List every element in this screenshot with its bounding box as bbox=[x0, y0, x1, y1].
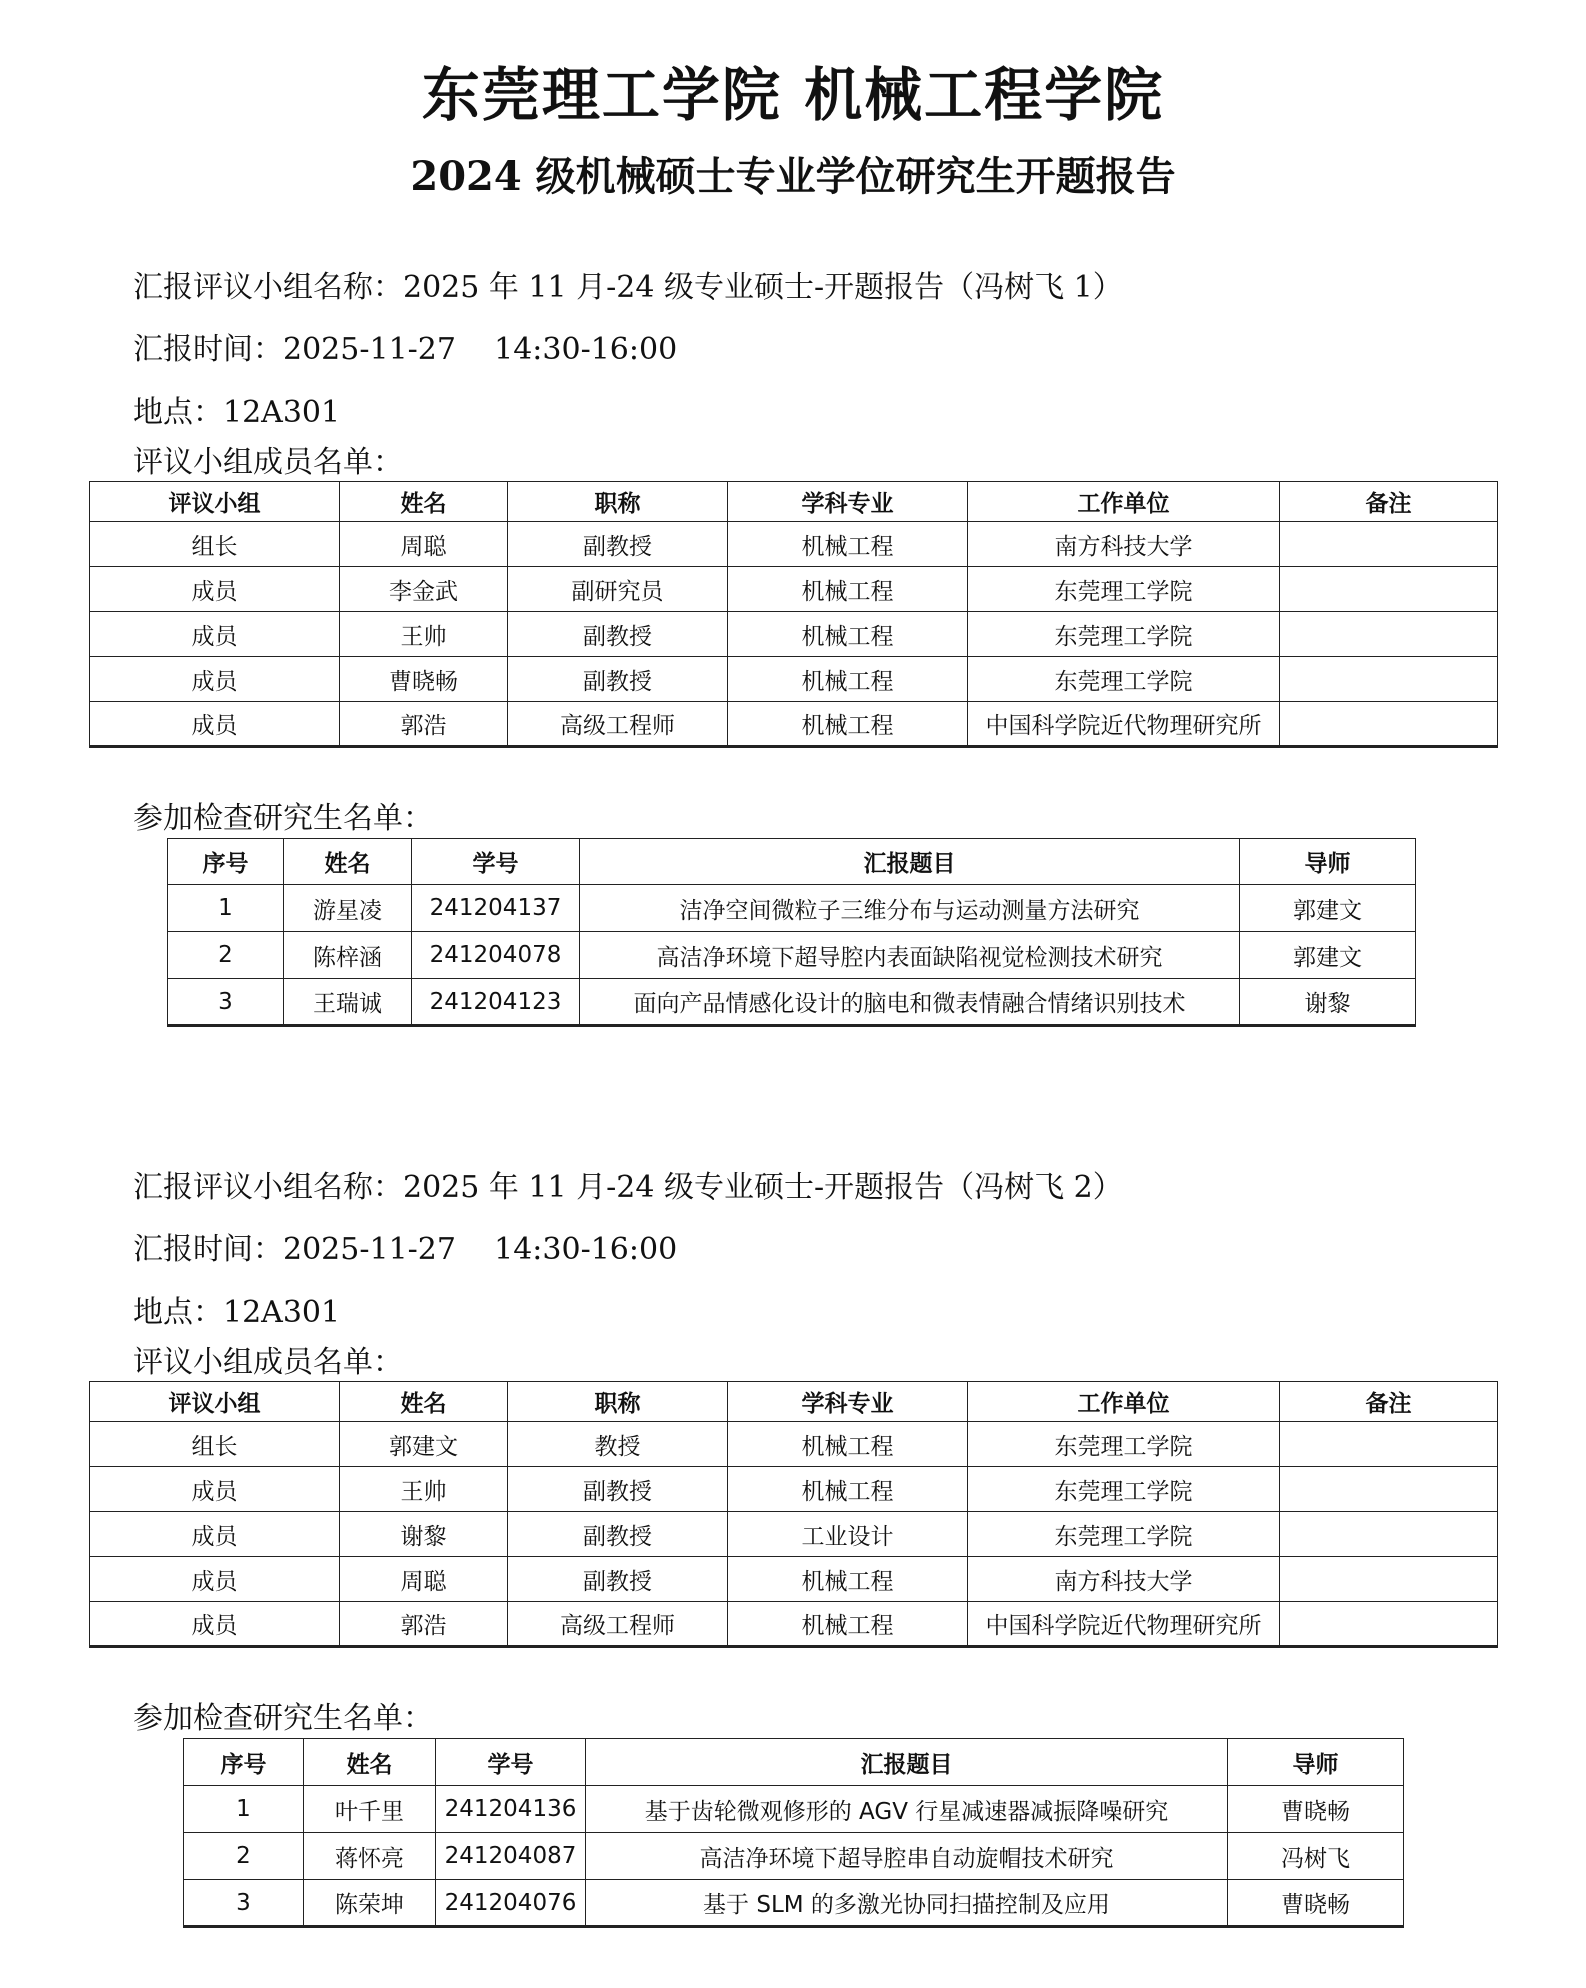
column-header: 备注 bbox=[1280, 1382, 1498, 1422]
report-time: 汇报时间：2025-11-27 14:30-16:00 bbox=[133, 332, 678, 367]
panel-list-label: 评议小组成员名单： bbox=[133, 445, 403, 480]
table-row bbox=[90, 702, 1498, 747]
table-cell: 南方科技大学 bbox=[968, 522, 1280, 567]
table-cell: 郭建文 bbox=[1240, 932, 1416, 979]
table-row bbox=[184, 1786, 1404, 1833]
table-cell: 郭建文 bbox=[340, 1422, 508, 1467]
table-row bbox=[90, 1557, 1498, 1602]
table-cell: 王瑞诚 bbox=[284, 979, 412, 1026]
column-header: 姓名 bbox=[304, 1739, 436, 1786]
table-cell: 1 bbox=[168, 885, 284, 932]
table-cell: 工业设计 bbox=[728, 1512, 968, 1557]
table-cell: 2 bbox=[184, 1833, 304, 1880]
table-row bbox=[90, 1512, 1498, 1557]
table-cell: 谢黎 bbox=[340, 1512, 508, 1557]
table-cell: 曹晓畅 bbox=[340, 657, 508, 702]
table-cell: 陈梓涵 bbox=[284, 932, 412, 979]
table-cell: 副教授 bbox=[508, 1557, 728, 1602]
table-cell: 241204087 bbox=[436, 1833, 586, 1880]
table-cell: 陈荣坤 bbox=[304, 1880, 436, 1927]
column-header: 汇报题目 bbox=[580, 839, 1240, 885]
table-cell: 机械工程 bbox=[728, 1467, 968, 1512]
table-cell: 东莞理工学院 bbox=[968, 612, 1280, 657]
table-cell: 冯树飞 bbox=[1228, 1833, 1404, 1880]
column-header: 姓名 bbox=[340, 482, 508, 522]
table-row bbox=[90, 1602, 1498, 1647]
column-header: 职称 bbox=[508, 482, 728, 522]
table-cell: 面向产品情感化设计的脑电和微表情融合情绪识别技术 bbox=[580, 979, 1240, 1026]
column-header: 工作单位 bbox=[968, 1382, 1280, 1422]
table-cell: 241204076 bbox=[436, 1880, 586, 1927]
table-cell bbox=[1280, 567, 1498, 612]
panel-members-table bbox=[89, 1381, 1498, 1648]
table-cell: 周聪 bbox=[340, 1557, 508, 1602]
page-subtitle: 2024 级机械硕士专业学位研究生开题报告 bbox=[410, 153, 1176, 200]
group-name: 汇报评议小组名称：2025 年 11 月-24 级专业硕士-开题报告（冯树飞 2） bbox=[133, 1170, 1123, 1205]
table-cell: 副教授 bbox=[508, 612, 728, 657]
table-cell: 副教授 bbox=[508, 1512, 728, 1557]
table-cell: 叶千里 bbox=[304, 1786, 436, 1833]
table-cell: 中国科学院近代物理研究所 bbox=[968, 1602, 1280, 1647]
table-cell: 2 bbox=[168, 932, 284, 979]
table-cell: 曹晓畅 bbox=[1228, 1880, 1404, 1927]
table-header-row bbox=[90, 482, 1498, 522]
students-table bbox=[167, 838, 1416, 1027]
table-cell: 成员 bbox=[90, 567, 340, 612]
table-cell: 1 bbox=[184, 1786, 304, 1833]
table-cell: 副研究员 bbox=[508, 567, 728, 612]
table-cell: 高级工程师 bbox=[508, 1602, 728, 1647]
report-time: 汇报时间：2025-11-27 14:30-16:00 bbox=[133, 1232, 678, 1267]
table-cell: 副教授 bbox=[508, 657, 728, 702]
table-cell bbox=[1280, 1422, 1498, 1467]
report-location: 地点：12A301 bbox=[133, 1295, 341, 1330]
column-header: 学科专业 bbox=[728, 482, 968, 522]
table-cell: 成员 bbox=[90, 612, 340, 657]
table-cell: 机械工程 bbox=[728, 702, 968, 747]
table-cell: 组长 bbox=[90, 522, 340, 567]
table-cell: 241204078 bbox=[412, 932, 580, 979]
table-cell: 机械工程 bbox=[728, 612, 968, 657]
table-cell: 东莞理工学院 bbox=[968, 1467, 1280, 1512]
table-cell: 高洁净环境下超导腔内表面缺陷视觉检测技术研究 bbox=[580, 932, 1240, 979]
students-table bbox=[183, 1738, 1404, 1928]
panel-list-label: 评议小组成员名单： bbox=[133, 1345, 403, 1380]
table-cell: 蒋怀亮 bbox=[304, 1833, 436, 1880]
column-header: 评议小组 bbox=[90, 482, 340, 522]
table-row bbox=[168, 979, 1416, 1026]
table-cell: 成员 bbox=[90, 657, 340, 702]
table-cell: 基于 SLM 的多激光协同扫描控制及应用 bbox=[586, 1880, 1228, 1927]
table-header-row bbox=[184, 1739, 1404, 1786]
table-cell: 3 bbox=[168, 979, 284, 1026]
table-cell: 241204137 bbox=[412, 885, 580, 932]
table-cell: 高级工程师 bbox=[508, 702, 728, 747]
column-header: 序号 bbox=[184, 1739, 304, 1786]
table-cell: 机械工程 bbox=[728, 657, 968, 702]
table-cell: 游星凌 bbox=[284, 885, 412, 932]
table-cell: 中国科学院近代物理研究所 bbox=[968, 702, 1280, 747]
column-header: 备注 bbox=[1280, 482, 1498, 522]
group-name: 汇报评议小组名称：2025 年 11 月-24 级专业硕士-开题报告（冯树飞 1） bbox=[133, 270, 1123, 305]
column-header: 导师 bbox=[1228, 1739, 1404, 1786]
table-cell bbox=[1280, 612, 1498, 657]
table-cell: 王帅 bbox=[340, 612, 508, 657]
column-header: 汇报题目 bbox=[586, 1739, 1228, 1786]
column-header: 姓名 bbox=[284, 839, 412, 885]
table-row bbox=[184, 1833, 1404, 1880]
column-header: 导师 bbox=[1240, 839, 1416, 885]
table-row bbox=[90, 1422, 1498, 1467]
table-cell: 洁净空间微粒子三维分布与运动测量方法研究 bbox=[580, 885, 1240, 932]
table-cell: 曹晓畅 bbox=[1228, 1786, 1404, 1833]
table-header-row bbox=[90, 1382, 1498, 1422]
table-cell: 郭浩 bbox=[340, 1602, 508, 1647]
table-cell: 成员 bbox=[90, 1557, 340, 1602]
table-cell: 组长 bbox=[90, 1422, 340, 1467]
table-cell: 基于齿轮微观修形的 AGV 行星减速器减振降噪研究 bbox=[586, 1786, 1228, 1833]
column-header: 序号 bbox=[168, 839, 284, 885]
table-cell bbox=[1280, 522, 1498, 567]
table-cell bbox=[1280, 657, 1498, 702]
table-cell bbox=[1280, 1467, 1498, 1512]
table-cell: 241204123 bbox=[412, 979, 580, 1026]
table-cell: 成员 bbox=[90, 1602, 340, 1647]
students-list-label: 参加检查研究生名单： bbox=[133, 1701, 433, 1736]
table-cell bbox=[1280, 1512, 1498, 1557]
report-location: 地点：12A301 bbox=[133, 395, 341, 430]
table-cell: 周聪 bbox=[340, 522, 508, 567]
column-header: 学号 bbox=[436, 1739, 586, 1786]
page-title: 东莞理工学院 机械工程学院 bbox=[421, 61, 1165, 129]
table-cell bbox=[1280, 1602, 1498, 1647]
table-cell: 机械工程 bbox=[728, 1602, 968, 1647]
table-cell bbox=[1280, 1557, 1498, 1602]
table-cell: 教授 bbox=[508, 1422, 728, 1467]
table-header-row bbox=[168, 839, 1416, 885]
panel-members-table bbox=[89, 481, 1498, 748]
table-cell: 副教授 bbox=[508, 522, 728, 567]
table-cell bbox=[1280, 702, 1498, 747]
column-header: 工作单位 bbox=[968, 482, 1280, 522]
table-row bbox=[90, 567, 1498, 612]
column-header: 学科专业 bbox=[728, 1382, 968, 1422]
table-cell: 郭浩 bbox=[340, 702, 508, 747]
table-cell: 成员 bbox=[90, 1467, 340, 1512]
table-row bbox=[90, 657, 1498, 702]
table-cell: 谢黎 bbox=[1240, 979, 1416, 1026]
table-cell: 副教授 bbox=[508, 1467, 728, 1512]
table-row bbox=[168, 932, 1416, 979]
table-row bbox=[90, 612, 1498, 657]
table-cell: 东莞理工学院 bbox=[968, 657, 1280, 702]
table-cell: 王帅 bbox=[340, 1467, 508, 1512]
table-row bbox=[90, 1467, 1498, 1512]
table-cell: 241204136 bbox=[436, 1786, 586, 1833]
table-cell: 3 bbox=[184, 1880, 304, 1927]
column-header: 姓名 bbox=[340, 1382, 508, 1422]
table-cell: 东莞理工学院 bbox=[968, 567, 1280, 612]
table-cell: 成员 bbox=[90, 1512, 340, 1557]
table-cell: 成员 bbox=[90, 702, 340, 747]
table-cell: 李金武 bbox=[340, 567, 508, 612]
table-row bbox=[90, 522, 1498, 567]
table-cell: 东莞理工学院 bbox=[968, 1422, 1280, 1467]
table-cell: 机械工程 bbox=[728, 1557, 968, 1602]
table-cell: 机械工程 bbox=[728, 1422, 968, 1467]
table-cell: 东莞理工学院 bbox=[968, 1512, 1280, 1557]
column-header: 学号 bbox=[412, 839, 580, 885]
table-cell: 机械工程 bbox=[728, 567, 968, 612]
column-header: 评议小组 bbox=[90, 1382, 340, 1422]
column-header: 职称 bbox=[508, 1382, 728, 1422]
table-row bbox=[168, 885, 1416, 932]
table-cell: 郭建文 bbox=[1240, 885, 1416, 932]
table-cell: 南方科技大学 bbox=[968, 1557, 1280, 1602]
table-cell: 高洁净环境下超导腔串自动旋帽技术研究 bbox=[586, 1833, 1228, 1880]
table-row bbox=[184, 1880, 1404, 1927]
students-list-label: 参加检查研究生名单： bbox=[133, 801, 433, 836]
table-cell: 机械工程 bbox=[728, 522, 968, 567]
